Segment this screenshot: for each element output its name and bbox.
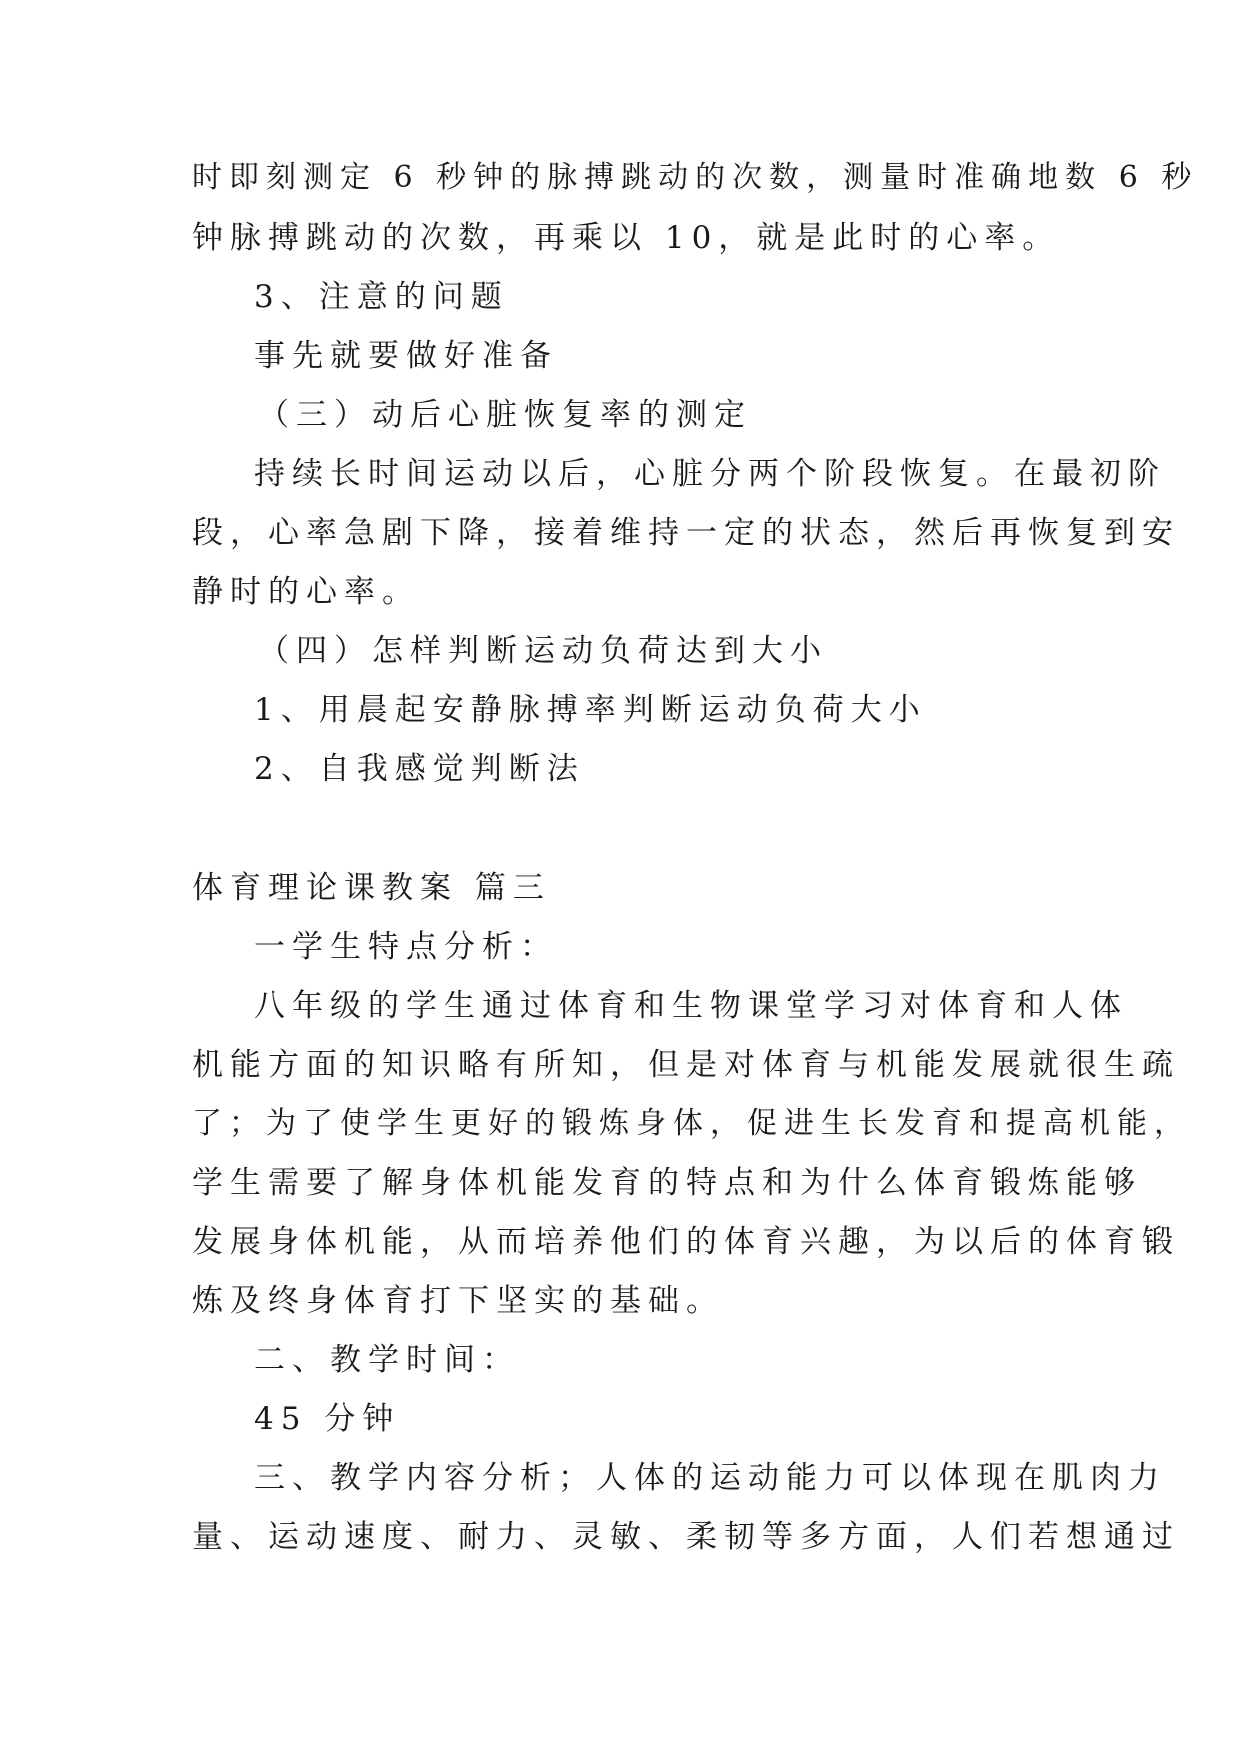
list-item: 1、用晨起安静脉搏率判断运动负荷大小: [254, 692, 927, 728]
document-title: 体育理论课教案 篇三: [192, 870, 551, 906]
section-heading: 三、教学内容分析；人体的运动能力可以体现在肌肉力: [254, 1460, 1166, 1496]
list-item: 2、自我感觉判断法: [254, 751, 585, 787]
body-text-line: 持续长时间运动以后，心脏分两个阶段恢复。在最初阶: [254, 456, 1166, 492]
body-text-line: 时即刻测定 6 秒钟的脉搏跳动的次数，测量时准确地数 6 秒: [192, 160, 1199, 195]
body-text-line: 八年级的学生通过体育和生物课堂学习对体育和人体: [254, 988, 1128, 1024]
section-heading: （四）怎样判断运动负荷达到大小: [258, 633, 828, 669]
body-text-line: 事先就要做好准备: [254, 338, 558, 374]
body-text-line: 炼及终身体育打下坚实的基础。: [192, 1283, 724, 1319]
body-text-line: 机能方面的知识略有所知，但是对体育与机能发展就很生疏: [192, 1047, 1180, 1083]
body-text-line: 量、运动速度、耐力、灵敏、柔韧等多方面，人们若想通过: [192, 1519, 1180, 1555]
body-text-line: 发展身体机能，从而培养他们的体育兴趣，为以后的体育锻: [192, 1224, 1180, 1260]
section-heading: （三）动后心脏恢复率的测定: [258, 397, 752, 433]
body-text-line: 静时的心率。: [192, 574, 420, 610]
section-heading: 二、教学时间：: [254, 1342, 520, 1378]
body-text-line: 学生需要了解身体机能发育的特点和为什么体育锻炼能够: [192, 1165, 1142, 1201]
subsection-heading: 3、注意的问题: [254, 279, 509, 315]
body-text-line: 45 分钟: [254, 1401, 401, 1437]
body-text-line: 钟脉搏跳动的次数，再乘以 10，就是此时的心率。: [192, 220, 1061, 256]
section-heading: 一学生特点分析：: [254, 929, 558, 965]
body-text-line: 了；为了使学生更好的锻炼身体，促进生长发育和提高机能，: [192, 1106, 1191, 1141]
body-text-line: 段，心率急剧下降，接着维持一定的状态，然后再恢复到安: [192, 515, 1180, 551]
